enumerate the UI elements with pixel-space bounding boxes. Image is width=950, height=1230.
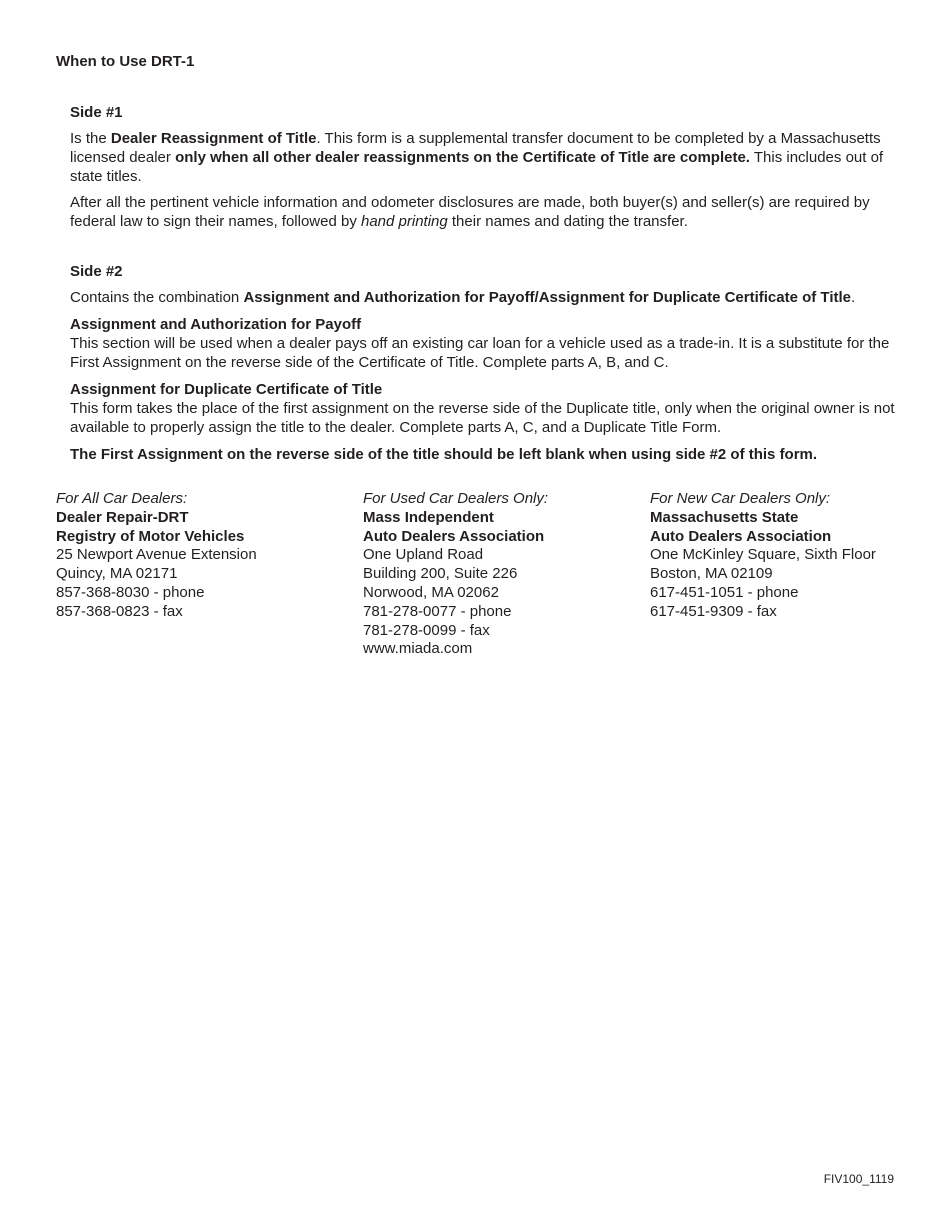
contact-header: For Used Car Dealers Only: bbox=[363, 490, 549, 507]
side-1-section bbox=[70, 103, 900, 238]
contact-address: One McKinley Square, Sixth Floor bbox=[650, 546, 876, 564]
side-1-paragraph-2 bbox=[70, 193, 900, 231]
payoff-heading: Assignment and Authorization for Payoff bbox=[70, 316, 362, 333]
contact-org: Registry of Motor Vehicles bbox=[56, 527, 245, 545]
text-run: . This form is a supplemental transfer document to be completed by a Massachusetts licensed dealer bbox=[70, 130, 881, 166]
italic-run: hand printing bbox=[360, 213, 448, 230]
contact-phone: 857-368-8030 - phone bbox=[56, 583, 205, 601]
contact-phone: 781-278-0077 - phone bbox=[363, 602, 512, 620]
side-2-section bbox=[70, 262, 900, 471]
contact-phone: 617-451-1051 - phone bbox=[650, 583, 799, 601]
side-2-paragraph-1 bbox=[70, 288, 900, 307]
contact-used-dealers bbox=[363, 490, 548, 659]
side-1-heading: Side #1 bbox=[70, 104, 123, 121]
form-code: FIV100_1119 bbox=[823, 1172, 894, 1186]
contact-city: Quincy, MA 02171 bbox=[56, 565, 178, 583]
contact-all-dealers bbox=[56, 490, 257, 622]
contact-new-dealers bbox=[650, 490, 876, 622]
contact-header: For New Car Dealers Only: bbox=[650, 490, 831, 507]
duplicate-text: This form takes the place of the first assignment on the reverse side of the Duplicate title, only when the original owner is not available to properly assign the title to the dealer. Complete parts A, C, and a Duplicate Title Form. bbox=[70, 400, 895, 436]
text-run: Contains the combination bbox=[70, 289, 244, 306]
payoff-text: This section will be used when a dealer pays off an existing car loan for a vehicle used as a trade-in. It is a substitute for the First Assignment on the reverse side of the Certificate of Title. Complete parts A, B, and C. bbox=[70, 335, 890, 371]
contact-website: www.miada.com bbox=[363, 640, 473, 658]
side-2-note: The First Assignment on the reverse side of the title should be left blank when using side #2 of this form. bbox=[70, 446, 818, 463]
side-2-heading: Side #2 bbox=[70, 263, 123, 280]
contact-org: Mass Independent bbox=[363, 508, 494, 526]
bold-run: only when all other dealer reassignments on the Certificate of Title are complete. bbox=[175, 149, 750, 166]
contact-org: Massachusetts State bbox=[650, 508, 799, 526]
contact-suite: Building 200, Suite 226 bbox=[363, 565, 518, 583]
contact-org: Auto Dealers Association bbox=[363, 527, 545, 545]
contact-address: One Upland Road bbox=[363, 546, 484, 564]
text-run: This includes out of state titles. bbox=[70, 149, 884, 185]
text-run: After all the pertinent vehicle information and odometer disclosures are made, both buyer(s) and seller(s) are required by federal law to sign their names, followed by bbox=[70, 194, 870, 230]
bold-run: Assignment and Authorization for Payoff/Assignment for Duplicate Certificate of Title bbox=[243, 289, 851, 306]
text-run: their names and dating the transfer. bbox=[447, 213, 688, 230]
contact-fax: 617-451-9309 - fax bbox=[650, 602, 777, 620]
side-1-paragraph-1 bbox=[70, 129, 900, 186]
contact-header: For All Car Dealers: bbox=[56, 490, 188, 507]
contact-fax: 857-368-0823 - fax bbox=[56, 602, 183, 620]
duplicate-heading: Assignment for Duplicate Certificate of Title bbox=[70, 381, 383, 398]
bold-run: Dealer Reassignment of Title bbox=[110, 130, 317, 147]
text-run: . bbox=[851, 289, 856, 306]
page-title: When to Use DRT-1 bbox=[56, 53, 195, 70]
contact-org: Auto Dealers Association bbox=[650, 527, 832, 545]
contact-org: Dealer Repair-DRT bbox=[56, 508, 189, 526]
contact-city: Boston, MA 02109 bbox=[650, 565, 773, 583]
text-run: Is the bbox=[70, 130, 111, 147]
contact-fax: 781-278-0099 - fax bbox=[363, 621, 490, 639]
contact-address: 25 Newport Avenue Extension bbox=[56, 546, 257, 564]
contact-city: Norwood, MA 02062 bbox=[363, 583, 499, 601]
